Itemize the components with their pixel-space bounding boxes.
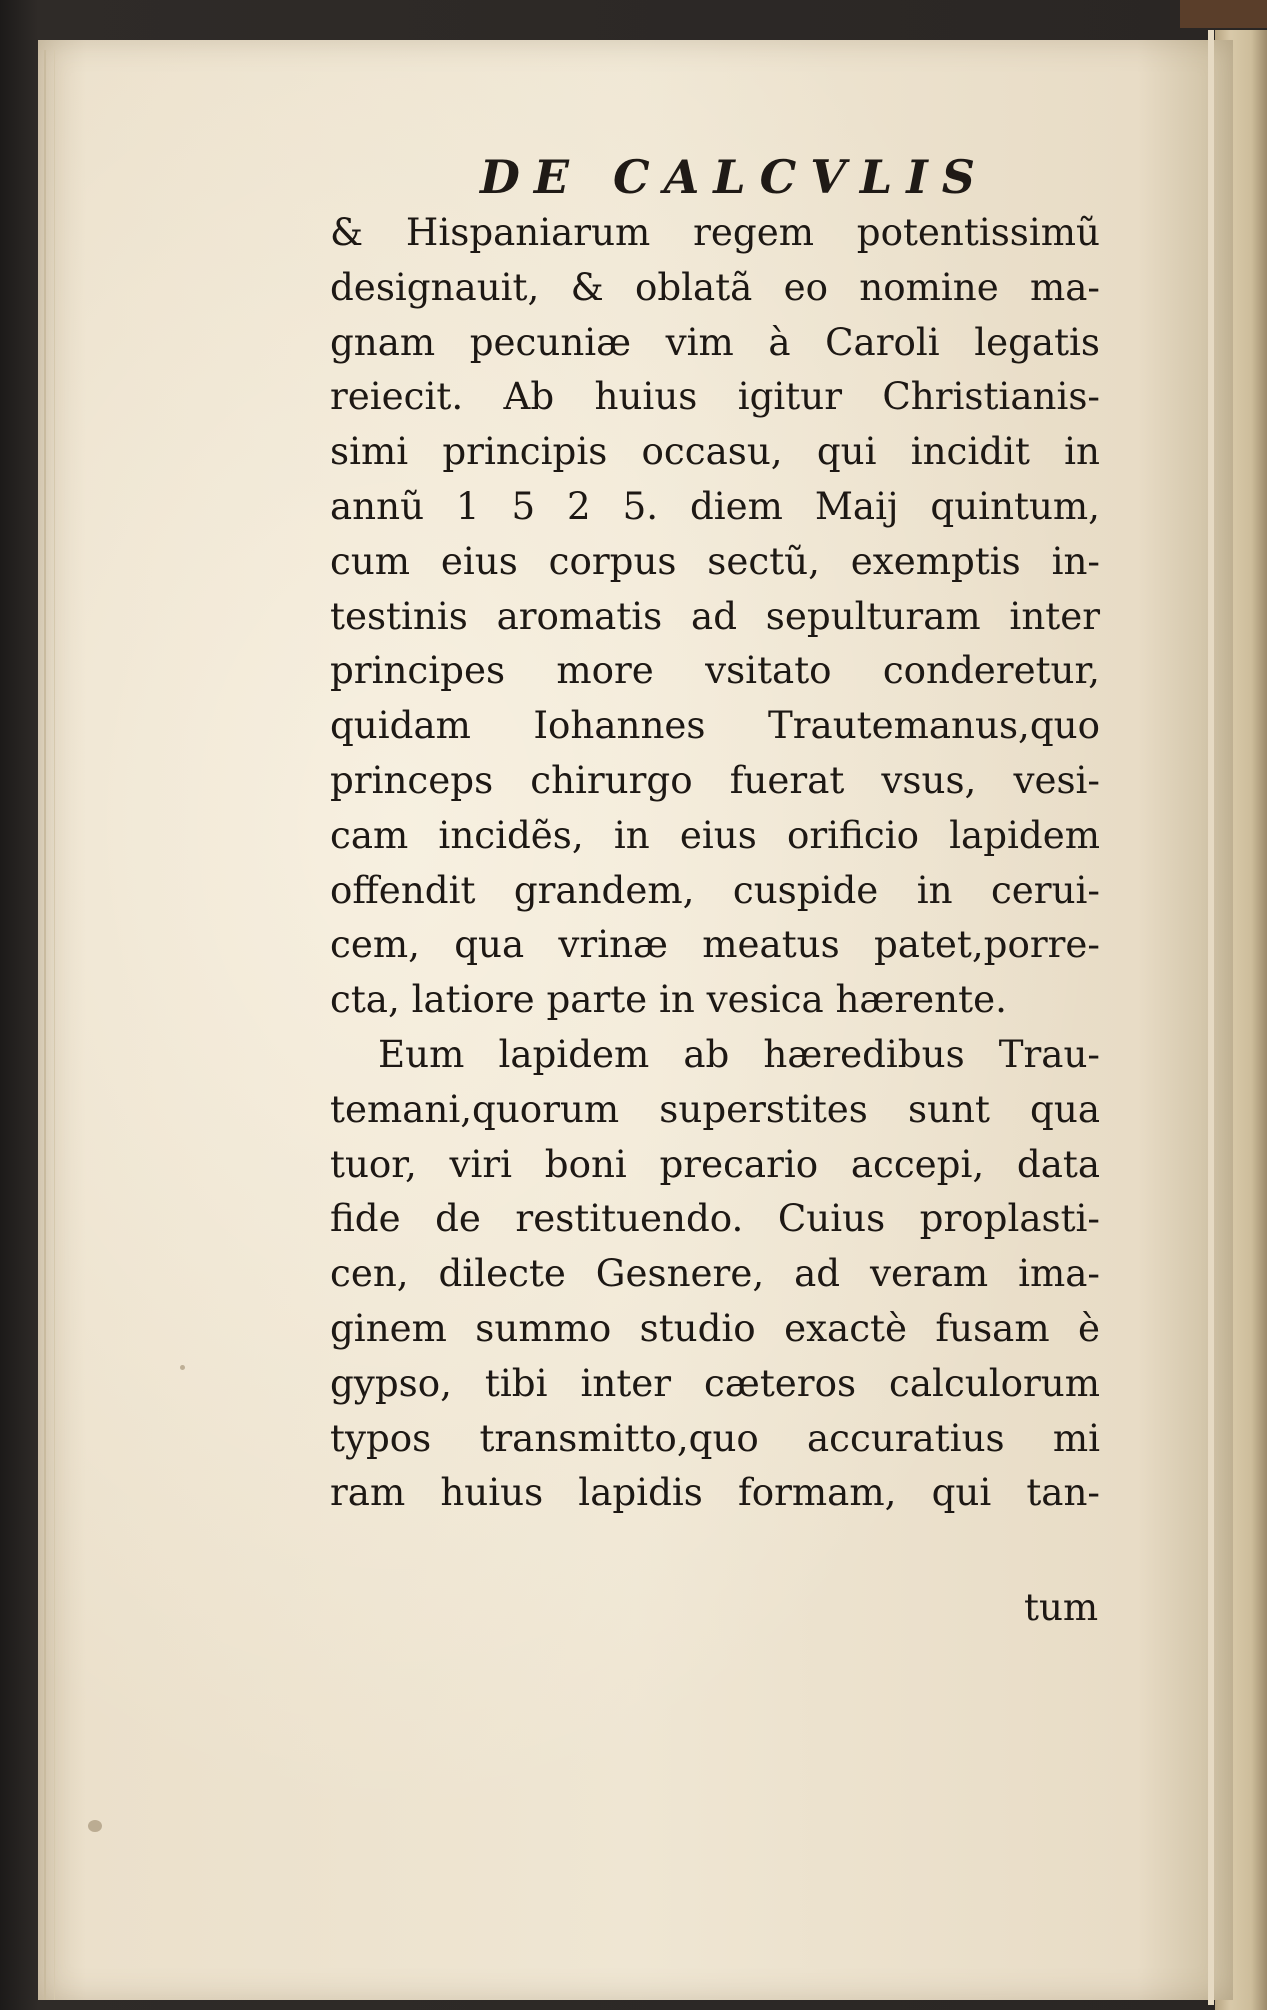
text-line: typos transmitto,quo accuratius mi xyxy=(330,1415,1100,1460)
body-text xyxy=(330,205,1100,1520)
text-line: ram huius lapidis formam, qui tan- xyxy=(330,1470,1100,1515)
text-line: temani,quorum superstites sunt qua xyxy=(330,1086,1100,1131)
text-line: reiecit. Ab huius igitur Christianis- xyxy=(330,374,1100,419)
text-line: principes more vsitato conderetur, xyxy=(330,648,1100,693)
text-line: Eum lapidem ab hæredibus Trau- xyxy=(378,1031,1100,1076)
text-line: quidam Iohannes Trautemanus,quo xyxy=(330,703,1100,748)
text-line: fide de restituendo. Cuius proplasti- xyxy=(330,1196,1100,1241)
page-fore-edge xyxy=(1208,30,1214,2005)
running-head: DE CALCVLIS xyxy=(480,150,989,204)
text-line: & Hispaniarum regem potentissimũ xyxy=(330,210,1100,254)
text-line: tuor, viri boni precario accepi, data xyxy=(330,1141,1100,1186)
text-line: cen, dilecte Gesnere, ad veram ima- xyxy=(330,1251,1100,1296)
text-line: offendit grandem, cuspide in cerui- xyxy=(330,867,1100,912)
text-line: gnam pecuniæ vim à Caroli legatis xyxy=(330,319,1100,364)
text-line: cta, latiore parte in vesica hærente. xyxy=(330,977,1007,1022)
text-line: gypso, tibi inter cæteros calculorum xyxy=(330,1360,1100,1405)
text-line: simi principis occasu, qui incidit in xyxy=(330,429,1100,474)
page-gutter-edge xyxy=(44,50,55,2000)
text-line: princeps chirurgo fuerat vsus, vesi- xyxy=(330,757,1100,802)
text-line: designauit, & oblatã eo nomine ma- xyxy=(330,264,1100,309)
ink-speck xyxy=(88,1820,102,1832)
text-line: cem, qua vrinæ meatus patet,porre- xyxy=(330,922,1100,967)
text-line: cam incidẽs, in eius orificio lapidem xyxy=(330,812,1100,857)
binding-corner xyxy=(1180,0,1267,28)
text-line: annũ 1 5 2 5. diem Maij quintum, xyxy=(330,483,1100,528)
ink-speck xyxy=(180,1365,185,1370)
text-line: cum eius corpus sectũ, exemptis in- xyxy=(330,538,1100,583)
text-line: ginem summo studio exactè fusam è xyxy=(330,1305,1100,1350)
catchword: tum xyxy=(1024,1585,1099,1629)
text-line: testinis aromatis ad sepulturam inter xyxy=(330,593,1100,638)
